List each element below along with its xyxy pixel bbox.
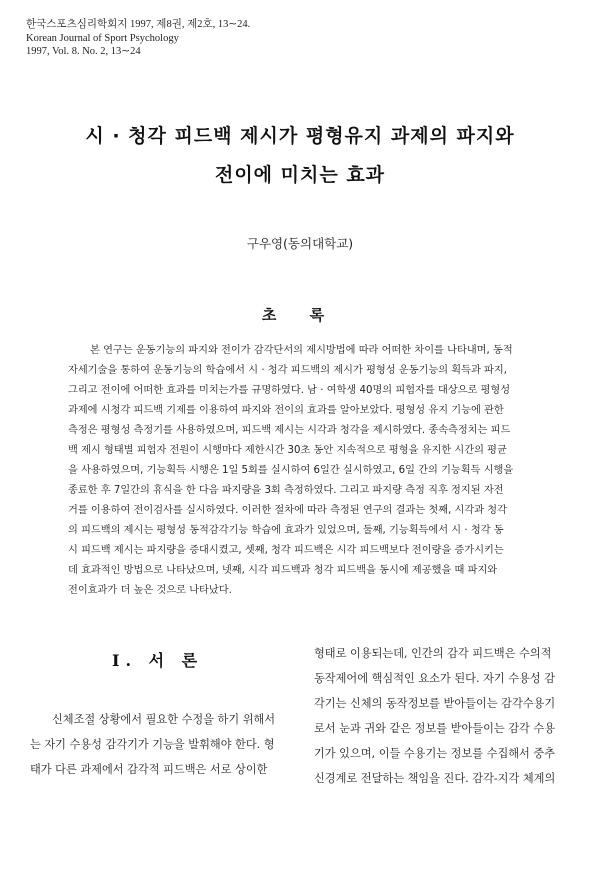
section-heading-introduction: I. 서 론: [112, 651, 204, 670]
body-text-line: 각기는 신체의 동작정보를 받아들이는 감각수용기: [314, 697, 556, 710]
abstract-line: 종료한 후 7일간의 휴식을 한 다음 파지량을 3회 측정하였다. 그리고 파지량 측정 직후 정지된 자전: [68, 485, 504, 496]
paper-title-line-1: 시 · 청각 피드백 제시가 평형유지 과제의 파지와: [85, 125, 515, 147]
body-text-line: 기가 있으며, 이들 수용기는 정보를 수집해서 중추: [314, 747, 556, 760]
abstract-line: 측정은 평형성 측정기를 사용하였으며, 피드백 제시는 시각과 청각을 제시하였다. 종속측정치는 피드: [68, 425, 511, 436]
body-text-line: 는 자기 수용성 감각기가 기능을 발휘해야 한다. 형: [30, 738, 275, 751]
abstract-line: 본 연구는 운동기능의 파지와 전이가 감각단서의 제시방법에 따라 어떠한 차이를 나타내며, 동적: [90, 345, 513, 356]
abstract-line: 거를 이용하여 전이검사를 실시하였다. 이러한 절차에 따라 측정된 연구의 결과는 첫째, 시각과 청각: [68, 505, 507, 516]
abstract-line: 자세기술을 통하여 운동기능의 학습에서 시 · 청각 피드백의 제시가 평형성 운동기능의 획득과 파지,: [68, 365, 507, 376]
body-text-line: 신체조절 상황에서 필요한 수정을 하기 위해서: [52, 713, 276, 726]
abstract-line: 전이효과가 더 높은 것으로 나타났다.: [68, 585, 232, 596]
paper-title-line-2: 전이에 미치는 효과: [214, 164, 386, 186]
abstract-line: 백 제시 형태별 피험자 전원이 시행마다 제한시간 30초 동안 지속적으로 평형을 유지한 시간의 평균: [68, 445, 507, 456]
abstract-line: 의 피드백의 제시는 평형성 동적감각기능 학습에 효과가 있었으며, 둘째, 기능획득에서 시 · 청각 동: [68, 525, 504, 536]
journal-header-line-2: Korean Journal of Sport Psychology: [26, 32, 179, 44]
author-affiliation: 구우영(동의대학교): [246, 236, 354, 251]
journal-header-line-1: 한국스포츠심리학회지 1997, 제8권, 제2호, 13∼24.: [26, 19, 251, 30]
abstract-line: 그리고 전이에 어떠한 효과를 미치는가를 규명하였다. 남 · 여학생 40명의 피험자를 대상으로 평형성: [68, 385, 511, 396]
body-text-line: 로서 눈과 귀와 같은 정보를 받아들이는 감각 수용: [314, 722, 556, 735]
body-text-line: 신경계로 전달하는 책임을 진다. 감각-지각 체계의: [314, 772, 556, 785]
abstract-line: 시 피드백 제시는 파지량을 증대시켰고, 셋째, 청각 피드백은 시각 피드백보다 전이량을 증가시키는: [68, 545, 504, 556]
abstract-line: 데 효과적인 방법으로 나타났으며, 넷째, 시각 피드백과 청각 피드백을 동시에 제공했을 때 파지와: [68, 565, 498, 576]
abstract-line: 과제에 시청각 피드백 기제를 이용하여 파지와 전이의 효과를 알아보았다. 평형성 유지 기능에 관한: [68, 405, 504, 416]
body-text-line: 형태로 이용되는데, 인간의 감각 피드백은 수의적: [314, 647, 552, 660]
body-text-line: 동작제어에 핵심적인 요소가 된다. 자기 수용성 감: [314, 672, 556, 685]
journal-header: [26, 18, 250, 59]
body-text-line: 태가 다른 과제에서 감각적 피드백은 서로 상이한: [30, 763, 268, 776]
abstract-heading: 초 록: [261, 306, 339, 324]
journal-header-line-3: 1997, Vol. 8. No. 2, 13∼24: [26, 46, 141, 57]
abstract-line: 을 사용하였으며, 기능획득 시행은 1일 5회를 실시하여 6일간 실시하였고, 6일 간의 기능획득 시행을: [68, 465, 514, 476]
